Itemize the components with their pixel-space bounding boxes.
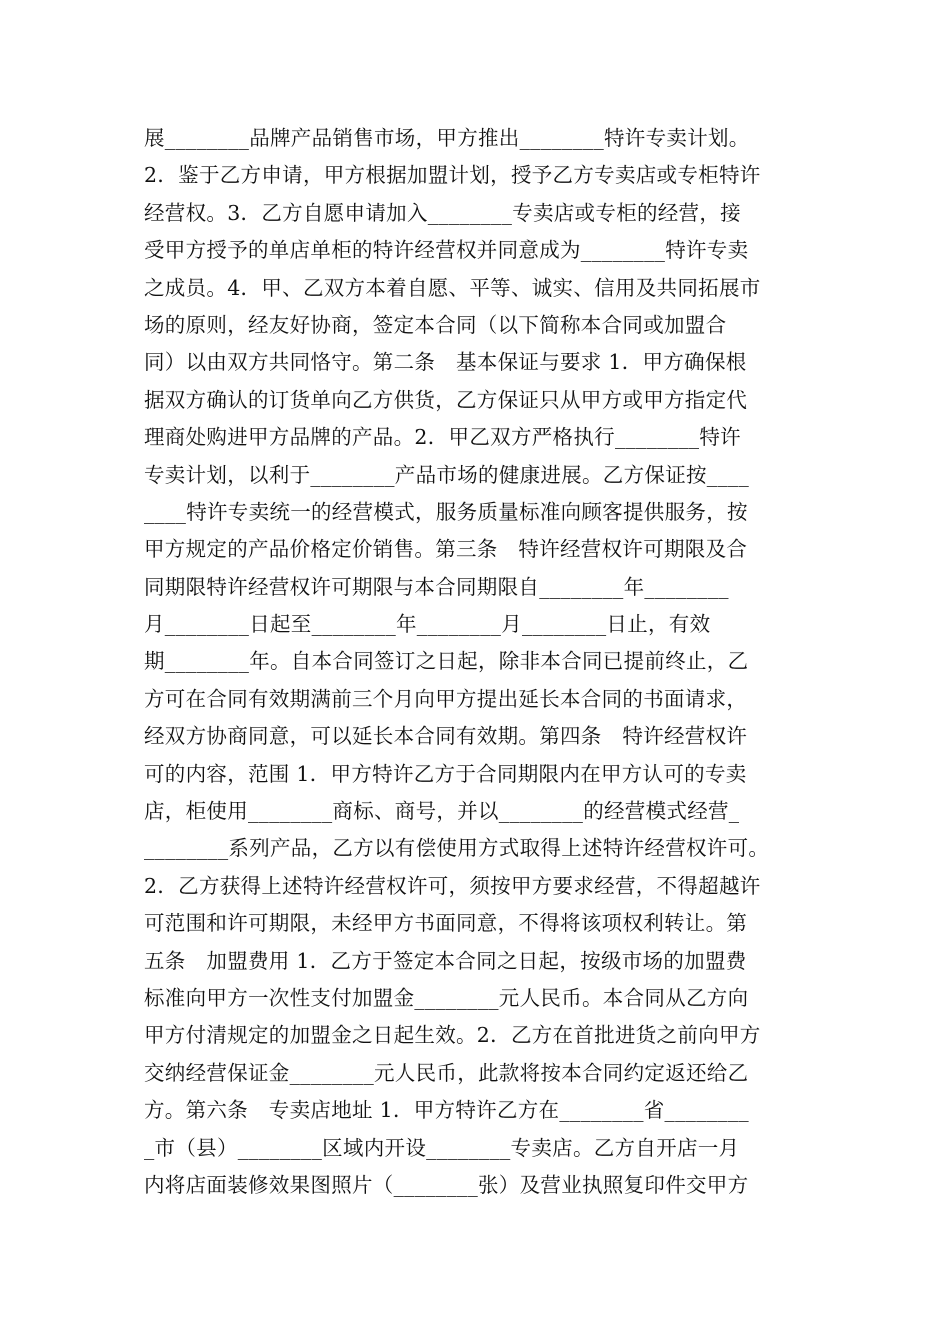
text-line: 2．鉴于乙方申请，甲方根据加盟计划，授予乙方专卖店或专柜特许 (144, 163, 761, 188)
text-line: 五条 加盟费用 1．乙方于签定本合同之日起，按级市场的加盟费 (144, 948, 747, 973)
text-line: 内将店面装修效果图照片（________张）及营业执照复印件交甲方 (144, 1172, 749, 1197)
text-line: ________系列产品，乙方以有偿使用方式取得上述特许经营权许可。 (144, 836, 770, 861)
text-line: 可的内容，范围 1．甲方特许乙方于合同期限内在甲方认可的专卖 (144, 761, 747, 786)
text-line: 方。第六条 专卖店地址 1．甲方特许乙方在________省________ (144, 1098, 749, 1123)
text-line: 之成员。4．甲、乙双方本着自愿、平等、诚实、信用及共同拓展市 (144, 275, 761, 300)
text-line: 同期限特许经营权许可期限与本合同期限自________年________ (144, 574, 729, 599)
text-line: 受甲方授予的单店单柜的特许经营权并同意成为________特许专卖 (144, 238, 749, 263)
text-line: 可范围和许可期限，未经甲方书面同意，不得将该项权利转让。第 (144, 911, 748, 936)
text-line: 店，柜使用________商标、商号，并以________的经营模式经营_ (144, 799, 740, 824)
text-line: 专卖计划，以利于________产品市场的健康进展。乙方保证按____ (144, 462, 749, 487)
contract-text (144, 120, 824, 1204)
text-line: 同）以由双方共同恪守。第二条 基本保证与要求 1．甲方确保根 (144, 350, 747, 375)
text-line: 甲方付清规定的加盟金之日起生效。2．乙方在首批进货之前向甲方 (144, 1023, 761, 1048)
text-line: 交纳经营保证金________元人民币，此款将按本合同约定返还给乙 (144, 1060, 749, 1085)
text-line: 场的原则，经友好协商，签定本合同（以下简称本合同或加盟合 (144, 312, 727, 337)
text-line: 标准向甲方一次性支付加盟金________元人民币。本合同从乙方向 (144, 985, 749, 1010)
text-line: 展________品牌产品销售市场，甲方推出________特许专卖计划。 (144, 126, 750, 150)
text-line: 据双方确认的订货单向乙方供货，乙方保证只从甲方或甲方指定代 (144, 387, 748, 412)
text-line: 月________日起至________年________月________日止，有效 (144, 612, 711, 637)
text-line: 方可在合同有效期满前三个月向甲方提出延长本合同的书面请求， (144, 686, 748, 711)
text-line: 甲方规定的产品价格定价销售。第三条 特许经营权许可期限及合 (144, 537, 748, 562)
text-line: _市（县）________区域内开设________专卖店。乙方自开店一月 (144, 1135, 740, 1160)
text-line: 经双方协商同意，可以延长本合同有效期。第四条 特许经营权许 (144, 724, 748, 749)
text-line: ____特许专卖统一的经营模式，服务质量标准向顾客提供服务，按 (144, 499, 748, 524)
text-line: 期________年。自本合同签订之日起，除非本合同已提前终止，乙 (144, 649, 749, 674)
text-line: 经营权。3．乙方自愿申请加入________专卖店或专柜的经营，接 (144, 200, 741, 225)
text-line: 2．乙方获得上述特许经营权许可，须按甲方要求经营，不得超越许 (144, 873, 761, 898)
text-line: 理商处购进甲方品牌的产品。2．甲乙双方严格执行________特许 (144, 425, 741, 450)
